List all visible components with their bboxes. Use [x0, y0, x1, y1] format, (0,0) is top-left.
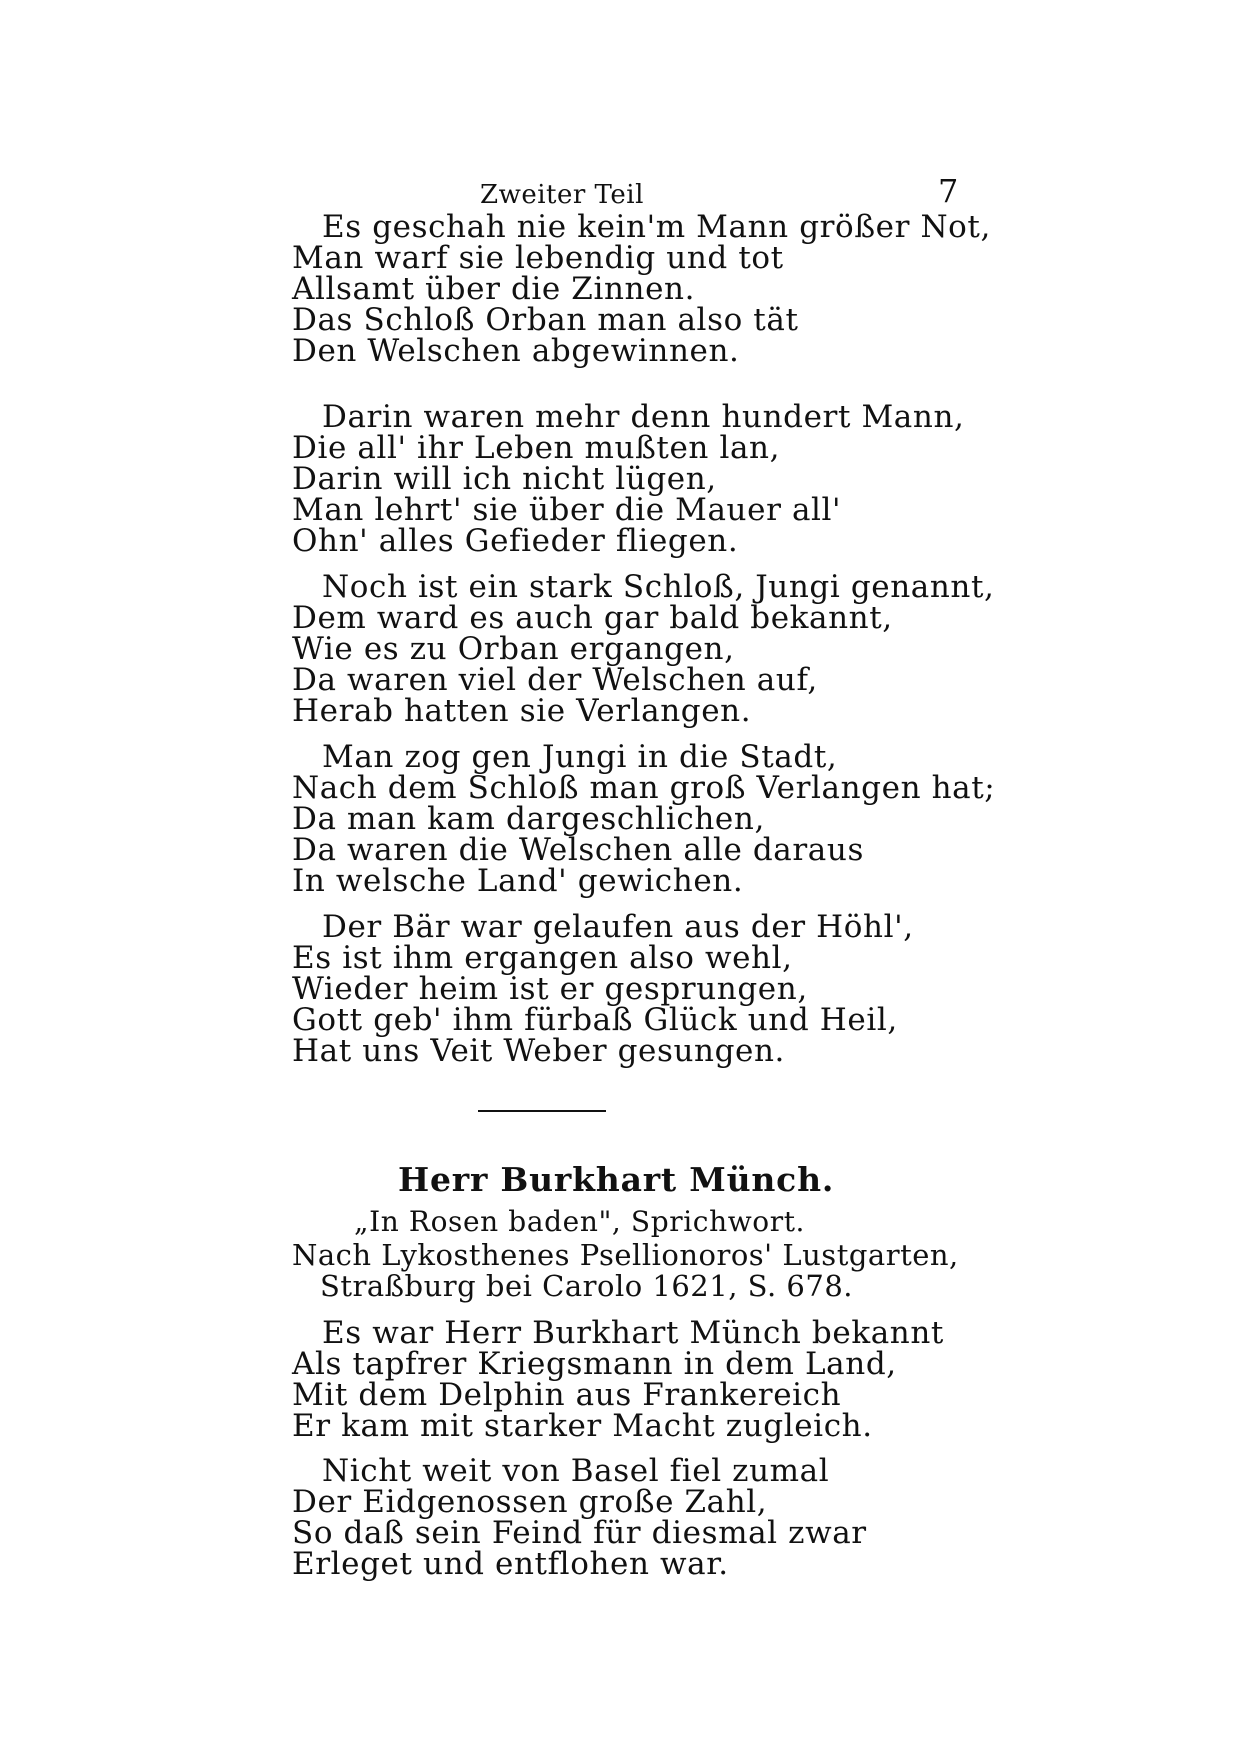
stanza [292, 569, 995, 729]
running-head: Zweiter Teil [480, 180, 644, 210]
verse-line: So daß sein Feind für diesmal zwar [292, 1515, 867, 1551]
verse-line: Darin will ich nicht lügen, [292, 461, 717, 497]
source-line: Straßburg bei Carolo 1621, S. 678. [320, 1269, 853, 1303]
verse-line: Dem ward es auch gar bald bekannt, [292, 600, 893, 636]
source-note [292, 1240, 959, 1302]
poem-title: Herr Burkhart Münch. [398, 1160, 835, 1199]
page-number: 7 [938, 172, 959, 210]
verse-line: Den Welschen abgewinnen. [292, 333, 740, 369]
verse-line: Ohn' alles Gefieder fliegen. [292, 523, 739, 559]
verse-line: Als tapfrer Kriegsmann in dem Land, [292, 1346, 897, 1382]
verse-line: Man lehrt' sie über die Mauer all' [292, 492, 842, 528]
verse-line: Noch ist ein stark Schloß, Jungi genannt, [322, 569, 995, 605]
verse-line: Darin waren mehr denn hundert Mann, [322, 399, 965, 435]
verse-line: Nicht weit von Basel fiel zumal [322, 1453, 830, 1489]
verse-line: Da man kam dargeschlichen, [292, 801, 765, 837]
source-line: Nach Lykosthenes Psellionoros' Lustgarten, [292, 1238, 959, 1272]
verse-line: Die all' ihr Leben mußten lan, [292, 430, 781, 466]
verse-line: Da waren die Welschen alle daraus [292, 832, 864, 868]
stanza [292, 209, 991, 369]
stanza [292, 1453, 867, 1582]
verse-line: Hat uns Veit Weber gesungen. [292, 1033, 786, 1069]
verse-line: Nach dem Schloß man groß Verlangen hat; [292, 770, 996, 806]
stanza [292, 399, 965, 559]
stanza [292, 1315, 944, 1444]
verse-line: Erleget und entflohen war. [292, 1546, 729, 1582]
verse-line: Da waren viel der Welschen auf, [292, 662, 818, 698]
verse-line: Es war Herr Burkhart Münch bekannt [322, 1315, 944, 1351]
verse-line: Allsamt über die Zinnen. [292, 271, 696, 307]
stanza [292, 909, 914, 1069]
section-divider [478, 1110, 606, 1112]
verse-line: Es geschah nie kein'm Mann größer Not, [322, 209, 991, 245]
verse-line: Der Eidgenossen große Zahl, [292, 1484, 768, 1520]
verse-line: In welsche Land' gewichen. [292, 863, 744, 899]
verse-line: Wieder heim ist er gesprungen, [292, 971, 808, 1007]
verse-line: Mit dem Delphin aus Frankereich [292, 1377, 842, 1413]
verse-line: Man warf sie lebendig und tot [292, 240, 784, 276]
verse-line: Herab hatten sie Verlangen. [292, 693, 752, 729]
poem-subtitle: „In Rosen baden", Sprichwort. [354, 1205, 806, 1238]
verse-line: Der Bär war gelaufen aus der Höhl', [322, 909, 914, 945]
stanza [292, 739, 996, 899]
verse-line: Gott geb' ihm fürbaß Glück und Heil, [292, 1002, 898, 1038]
verse-line: Das Schloß Orban man also tät [292, 302, 799, 338]
verse-line: Es ist ihm ergangen also wehl, [292, 940, 793, 976]
verse-line: Man zog gen Jungi in die Stadt, [322, 739, 838, 775]
verse-line: Wie es zu Orban ergangen, [292, 631, 735, 667]
verse-line: Er kam mit starker Macht zugleich. [292, 1408, 873, 1444]
